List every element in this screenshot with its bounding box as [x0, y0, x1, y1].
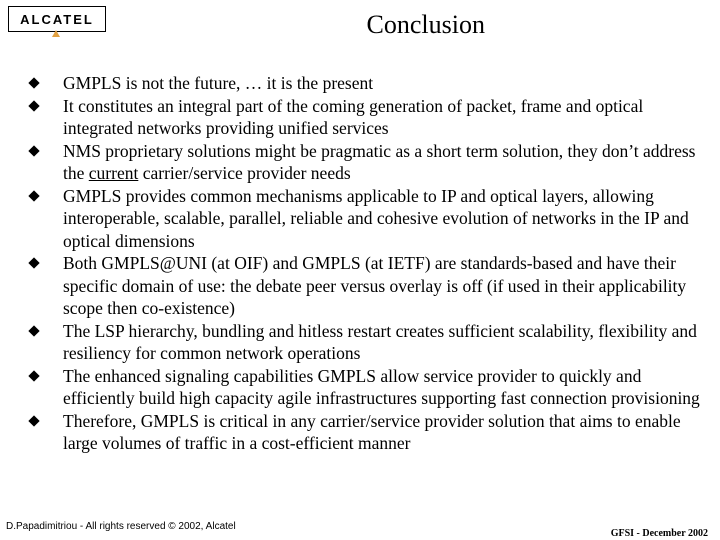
- bullet-list: [30, 72, 716, 455]
- footer-copyright: D.Papadimitriou - All rights reserved © 2002, Alcatel: [6, 521, 236, 532]
- bullet-text-before: NMS proprietary solutions might be pragmatic as a short term solution, they don’t address the: [63, 140, 696, 183]
- bullet-item: [30, 185, 716, 253]
- bullet-text: GMPLS is not the future, … it is the present: [63, 73, 374, 93]
- diamond-bullet-icon: [28, 257, 39, 268]
- bullet-item: [30, 365, 716, 410]
- bullet-text: Both GMPLS@UNI (at OIF) and GMPLS (at IETF) are standards-based and have their specific domain of use: the debate peer versus overlay is off (if used in their applicability scope then co-existence): [63, 253, 687, 318]
- logo-text: ALCATEL: [20, 11, 94, 27]
- bullet-text: Therefore, GMPLS is critical in any carrier/service provider solution that aims to enable large volumes of traffic in a cost-efficient manner: [63, 410, 681, 453]
- diamond-bullet-icon: [28, 325, 39, 336]
- diamond-bullet-icon: [28, 190, 39, 201]
- page-title: Conclusion: [366, 10, 485, 39]
- diamond-bullet-icon: [28, 145, 39, 156]
- diamond-bullet-icon: [28, 415, 39, 426]
- diamond-bullet-icon: [28, 100, 39, 111]
- bullet-text: GMPLS provides common mechanisms applicable to IP and optical layers, allowing interoperable, scalable, parallel, reliable and cohesive evolution of networks in the IP and optical dimensions: [63, 185, 689, 251]
- diamond-bullet-icon: [28, 77, 39, 88]
- bullet-item: [30, 252, 716, 320]
- bullet-item: [30, 72, 716, 95]
- bullet-item: [30, 410, 716, 455]
- diamond-bullet-icon: [28, 370, 39, 381]
- bullet-text: It constitutes an integral part of the coming generation of packet, frame and optical integrated networks providing unified services: [63, 95, 644, 138]
- bullet-emphasis: current: [88, 163, 139, 183]
- footer-event: GFSI - December 2002: [610, 528, 708, 539]
- logo-triangle-icon: [52, 30, 60, 37]
- bullet-text: The LSP hierarchy, bundling and hitless restart creates sufficient scalability, flexibility and resiliency for common network operations: [63, 320, 697, 363]
- bullet-text: The enhanced signaling capabilities GMPLS allow service provider to quickly and efficiently build high capacity agile infrastructures supporting fast connection provisioning: [63, 365, 700, 408]
- bullet-text-after: carrier/service provider needs: [138, 163, 351, 183]
- bullet-item: [30, 140, 716, 185]
- bullet-item: [30, 320, 716, 365]
- alcatel-logo: [8, 6, 106, 32]
- bullet-item: [30, 95, 716, 140]
